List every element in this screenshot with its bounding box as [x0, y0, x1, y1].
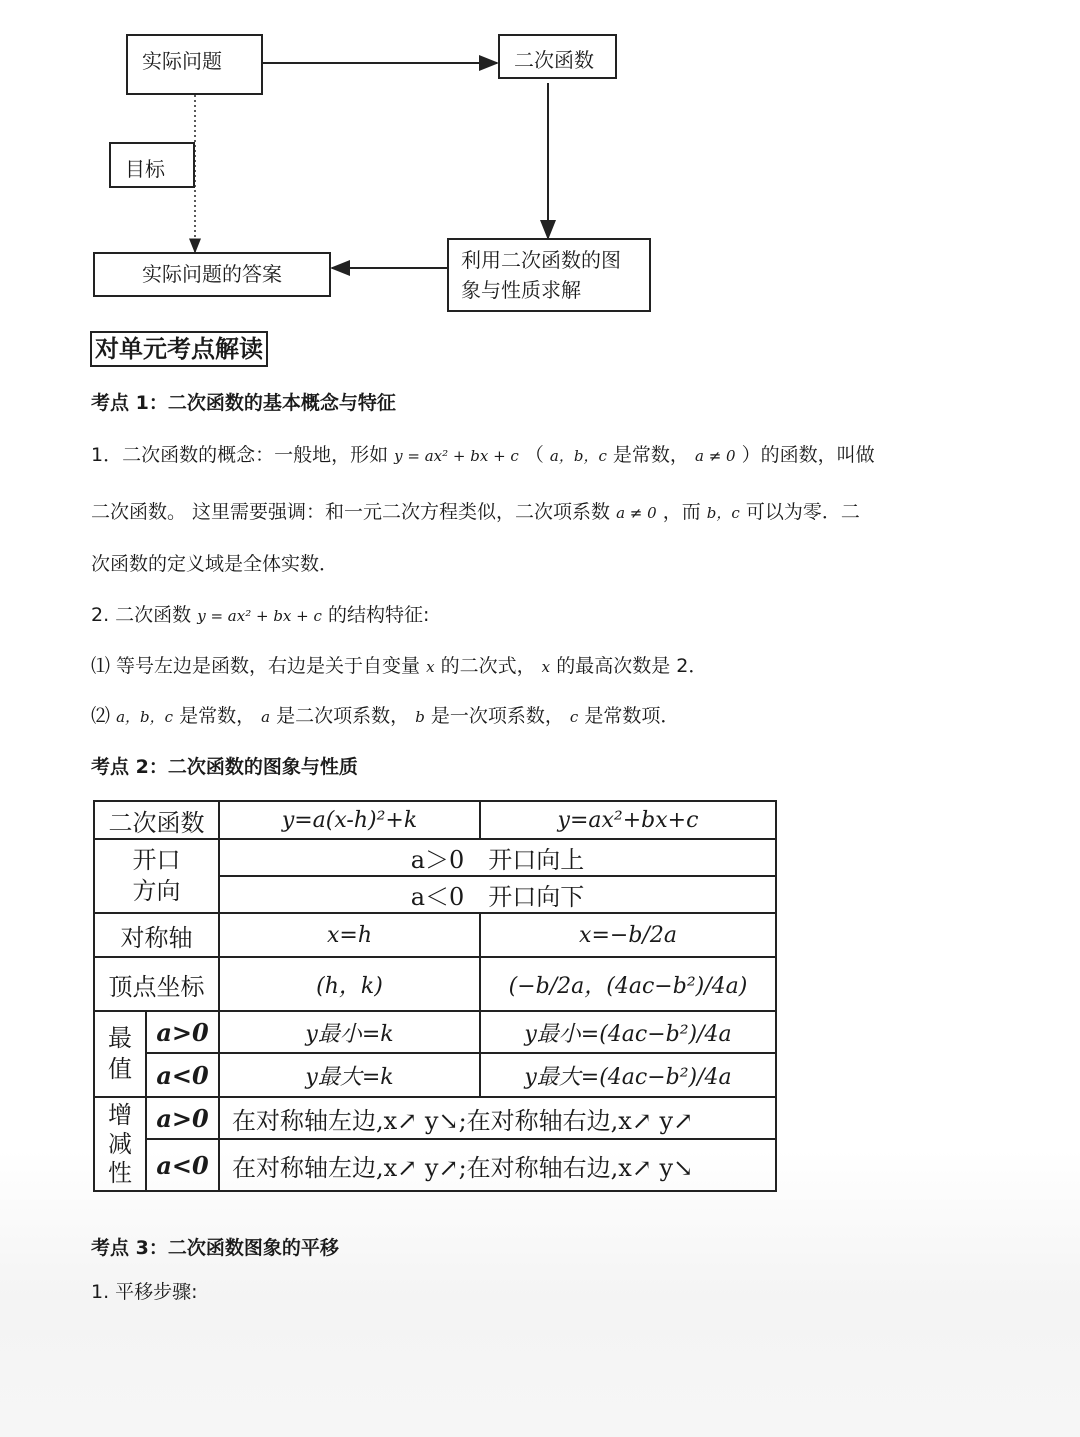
cell-min-general: y最小=(4ac−b²)/4a — [480, 1011, 776, 1053]
formula-a-nonzero: a ≠ 0 — [616, 504, 657, 522]
flow-node-label: 实际问题的答案 — [142, 262, 282, 286]
text: 2. 二次函数 — [91, 604, 192, 626]
row-label-opening — [94, 839, 219, 913]
kp1-structure-title — [91, 600, 429, 627]
flow-node-answer — [93, 252, 331, 297]
properties-table — [93, 800, 777, 1192]
table-row — [94, 839, 776, 876]
label-text: 增减性 — [108, 1100, 132, 1187]
text: 是常数项． — [584, 705, 680, 727]
kp1-paragraph-line3: 次函数的定义域是全体实数． — [91, 553, 339, 575]
table-row — [94, 1139, 776, 1191]
kp2-title: 考点 2：二次函数的图象与性质 — [91, 756, 358, 778]
flow-node-label: 目标 — [125, 157, 165, 181]
formula-general: y = ax² + bx + c — [197, 607, 322, 625]
row-label-monotonicity — [94, 1097, 146, 1191]
text: 是一次项系数， — [430, 705, 564, 727]
var-a: a — [261, 708, 271, 726]
cell-max-general: y最大=(4ac−b²)/4a — [480, 1053, 776, 1097]
flow-node-label-line1: 利用二次函数的图 — [461, 248, 621, 272]
table-row — [94, 913, 776, 957]
kp3-step-title: 1. 平移步骤: — [91, 1281, 198, 1303]
text: ，而 — [662, 501, 701, 523]
label-text: 开口方向 — [132, 846, 181, 905]
text: 是常数， — [179, 705, 256, 727]
text: 二次函数。 这里需要强调：和一元二次方程类似，二次项系数 — [91, 501, 611, 523]
kp1-paragraph-line1 — [91, 440, 875, 467]
table-row — [94, 801, 776, 839]
text: 1．二次函数的概念：一般地，形如 — [91, 444, 389, 466]
text: ⑵ — [91, 705, 111, 727]
table-row — [94, 1011, 776, 1053]
cell-mono-negative: 在对称轴左边,x↗ y↗;在对称轴右边,x↗ y↘ — [219, 1139, 776, 1191]
row-label-extreme — [94, 1011, 146, 1097]
cell-a-negative: a<0 — [146, 1053, 219, 1097]
table-row — [94, 957, 776, 1011]
row-label-axis: 对称轴 — [94, 913, 219, 957]
cell-a-positive: a>0 — [146, 1011, 219, 1053]
formula-abc: a，b，c — [549, 447, 607, 465]
header-general-form: y=ax²+bx+c — [480, 801, 776, 839]
cell-axis-general: x=−b/2a — [480, 913, 776, 957]
cell-a-negative: a<0 — [146, 1139, 219, 1191]
text: 是二次项系数， — [276, 705, 410, 727]
table-row — [94, 1097, 776, 1139]
header-vertex-form: y=a(x-h)²+k — [219, 801, 480, 839]
var-x: x — [426, 658, 435, 676]
flow-node-label: 二次函数 — [514, 48, 594, 72]
kp1-title: 考点 1：二次函数的基本概念与特征 — [91, 392, 396, 414]
text: （ — [524, 444, 544, 466]
cell-vertex-general: (−b/2a，(4ac−b²)/4a) — [480, 957, 776, 1011]
flow-node-quadratic-function — [498, 34, 617, 79]
kp1-structure-item2 — [91, 701, 679, 728]
text: 的最高次数是 2． — [556, 655, 708, 677]
kp1-structure-item1 — [91, 651, 707, 678]
var-x: x — [541, 658, 551, 676]
cell-axis-vertex: x=h — [219, 913, 480, 957]
cell-mono-positive: 在对称轴左边,x↗ y↘;在对称轴右边,x↗ y↗ — [219, 1097, 776, 1139]
label-text: 最值 — [108, 1024, 132, 1083]
table-row — [94, 1053, 776, 1097]
cell-min-vertex: y最小=k — [219, 1011, 480, 1053]
cell-max-vertex: y最大=k — [219, 1053, 480, 1097]
section-title: 对单元考点解读 — [90, 331, 268, 367]
kp1-paragraph-line2 — [91, 497, 860, 524]
kp3-title: 考点 3：二次函数图象的平移 — [91, 1237, 339, 1259]
cell-open-down: a＜0 开口向下 — [219, 876, 776, 913]
formula-general: y = ax² + bx + c — [394, 447, 519, 465]
flow-node-actual-problem — [126, 34, 263, 95]
row-label-vertex: 顶点坐标 — [94, 957, 219, 1011]
text: 是常数， — [612, 444, 689, 466]
cell-open-up: a＞0 开口向上 — [219, 839, 776, 876]
var-b: b — [415, 708, 425, 726]
cell-a-positive: a>0 — [146, 1097, 219, 1139]
cell-vertex-vertex: (h，k) — [219, 957, 480, 1011]
flow-node-label: 实际问题 — [142, 49, 222, 73]
formula-bc: b，c — [706, 504, 740, 522]
header-function: 二次函数 — [94, 801, 219, 839]
formula-abc: a，b，c — [116, 708, 174, 726]
flow-node-label-line2: 象与性质求解 — [461, 278, 581, 302]
flow-node-solve — [447, 238, 651, 312]
text: 的二次式， — [440, 655, 536, 677]
text: 可以为零．二 — [745, 501, 860, 523]
text: 的结构特征: — [327, 604, 430, 626]
text: ⑴ 等号左边是函数，右边是关于自变量 — [91, 655, 421, 677]
flow-node-goal — [109, 142, 195, 188]
formula-a-nonzero: a ≠ 0 — [694, 447, 736, 465]
var-c: c — [569, 708, 579, 726]
text: ）的函数，叫做 — [741, 444, 875, 466]
